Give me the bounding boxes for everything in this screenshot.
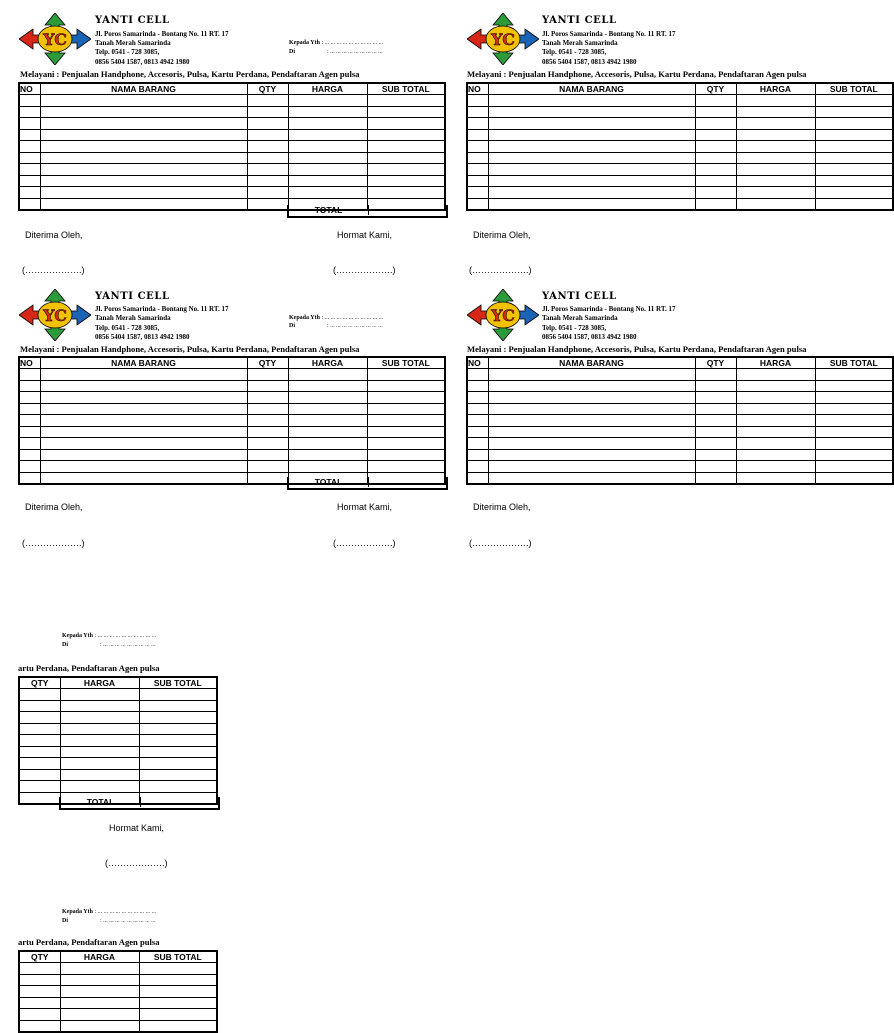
di-label: Di <box>289 323 295 329</box>
table-row <box>19 449 445 461</box>
items-table <box>466 82 894 211</box>
signature-receiver: (……………….) <box>469 265 532 275</box>
di-value: : ... ... ... ... ... ... ... ... ... <box>327 49 383 55</box>
table-row <box>467 392 893 404</box>
table-row <box>467 141 893 153</box>
table-row <box>467 95 893 107</box>
regards-label: Hormat Kami, <box>337 502 393 512</box>
table-row <box>19 438 445 450</box>
col-sub-total: SUB TOTAL <box>139 677 217 689</box>
table-row <box>467 198 893 210</box>
col-harga: HARGA <box>288 357 367 369</box>
shop-phone-1: Telp. 0541 - 728 3085, <box>542 48 607 56</box>
table-row <box>19 403 445 415</box>
table-row <box>19 461 445 473</box>
table-row <box>19 187 445 199</box>
services-line: Melayani : Penjualan Handphone, Accesoris, Pulsa, Kartu Perdana, Pendaftaran Agen pulsa <box>20 69 360 79</box>
col-qty: QTY <box>19 677 60 689</box>
shop-phone-1: Telp. 0541 - 728 3085, <box>95 48 160 56</box>
services-line: Melayani : Penjualan Handphone, Accesoris, Pulsa, Kartu Perdana, Pendaftaran Agen pulsa <box>467 344 807 354</box>
kepada-value: : ... ... ... ... ... ... ... ... ... ... <box>321 40 384 46</box>
table-row <box>19 95 445 107</box>
signature-receiver: (……………….) <box>22 538 85 548</box>
di-line <box>62 917 156 926</box>
table-row <box>467 129 893 141</box>
shop-logo <box>467 289 539 341</box>
signature-seller: (……………….) <box>333 265 396 275</box>
regards-label: Hormat Kami, <box>337 230 393 240</box>
di-label: Di <box>62 642 68 648</box>
shop-phone-1: Telp. 0541 - 728 3085, <box>95 324 160 332</box>
table-row <box>467 426 893 438</box>
kepada-label: Kepada Yth <box>62 633 93 639</box>
shop-phone-2: 0856 5404 1587, 0813 4942 1980 <box>95 333 190 341</box>
col-harga: HARGA <box>60 951 139 963</box>
table-row <box>467 438 893 450</box>
col-sub-total: SUB TOTAL <box>815 357 893 369</box>
kepada-label: Kepada Yth <box>62 909 93 915</box>
table-row <box>19 723 217 735</box>
table-row <box>467 403 893 415</box>
total-label: TOTAL <box>289 205 369 215</box>
table-row <box>19 963 217 975</box>
table-row <box>19 974 217 986</box>
shop-address-2: Tanah Merah Samarinda <box>95 314 171 322</box>
col-sub-total: SUB TOTAL <box>139 951 217 963</box>
table-row <box>467 461 893 473</box>
col-qty: QTY <box>695 357 736 369</box>
table-row <box>467 369 893 381</box>
received-by-label: Diterima Oleh, <box>25 230 83 240</box>
total-row <box>287 205 448 218</box>
received-by-label: Diterima Oleh, <box>473 502 531 512</box>
total-row <box>287 477 448 490</box>
col-nama-barang: NAMA BARANG <box>488 83 695 95</box>
table-row <box>19 415 445 427</box>
di-value: : ... ... ... ... ... ... ... ... ... <box>100 642 156 648</box>
di-line <box>289 48 383 57</box>
col-qty: QTY <box>19 951 60 963</box>
shop-address-1: Jl. Poros Samarinda - Bontang No. 11 RT. 17 <box>95 30 229 38</box>
table-row <box>19 700 217 712</box>
shop-name: YANTI CELL <box>542 15 617 26</box>
signature-seller: (……………….) <box>105 858 168 868</box>
table-row <box>19 997 217 1009</box>
col-qty: QTY <box>695 83 736 95</box>
kepada-label: Kepada Yth <box>289 315 320 321</box>
shop-logo <box>19 13 91 65</box>
received-by-label: Diterima Oleh, <box>25 502 83 512</box>
shop-logo <box>467 13 539 65</box>
receipt-middle-right <box>462 285 878 560</box>
signature-seller: (……………….) <box>333 538 396 548</box>
shop-address-1: Jl. Poros Samarinda - Bontang No. 11 RT. 17 <box>95 305 229 313</box>
col-nama-barang: NAMA BARANG <box>40 83 247 95</box>
shop-phone-2: 0856 5404 1587, 0813 4942 1980 <box>542 333 637 341</box>
table-row <box>467 187 893 199</box>
shop-name: YANTI CELL <box>95 291 170 302</box>
total-label: TOTAL <box>289 477 369 487</box>
shop-phone-2: 0856 5404 1587, 0813 4942 1980 <box>95 58 190 66</box>
receipt-top-right <box>462 0 878 285</box>
kepada-value: : ... ... ... ... ... ... ... ... ... ... <box>94 633 157 639</box>
items-table <box>18 950 218 1033</box>
col-harga: HARGA <box>288 83 367 95</box>
col-nama-barang: NAMA BARANG <box>40 357 247 369</box>
col-qty: QTY <box>247 83 288 95</box>
col-harga: HARGA <box>60 677 139 689</box>
col-qty: QTY <box>247 357 288 369</box>
table-row <box>19 712 217 724</box>
signature-receiver: (……………….) <box>469 538 532 548</box>
table-row <box>467 175 893 187</box>
col-sub-total: SUB TOTAL <box>367 83 445 95</box>
table-row <box>467 106 893 118</box>
table-row <box>19 175 445 187</box>
col-no: NO <box>19 83 40 95</box>
di-value: : ... ... ... ... ... ... ... ... ... <box>327 323 383 329</box>
table-row <box>467 152 893 164</box>
table-row <box>467 449 893 461</box>
receipt-lower-fragment <box>0 620 240 880</box>
table-row <box>19 758 217 770</box>
table-row <box>19 781 217 793</box>
col-nama-barang: NAMA BARANG <box>488 357 695 369</box>
table-row <box>467 164 893 176</box>
table-row <box>467 415 893 427</box>
receipt-bottom-fragment <box>0 900 240 1024</box>
shop-address-2: Tanah Merah Samarinda <box>542 39 618 47</box>
table-row <box>19 380 445 392</box>
kepada-line <box>62 632 156 641</box>
table-row <box>19 106 445 118</box>
table-row <box>19 129 445 141</box>
di-label: Di <box>62 918 68 924</box>
services-line: artu Perdana, Pendaftaran Agen pulsa <box>18 937 160 947</box>
shop-name: YANTI CELL <box>95 15 170 26</box>
table-row <box>19 118 445 130</box>
shop-address-1: Jl. Poros Samarinda - Bontang No. 11 RT. 17 <box>542 305 676 313</box>
table-row <box>19 392 445 404</box>
total-label: TOTAL <box>61 797 141 807</box>
table-row <box>19 164 445 176</box>
shop-address-1: Jl. Poros Samarinda - Bontang No. 11 RT. 17 <box>542 30 676 38</box>
table-row <box>19 141 445 153</box>
table-row <box>19 986 217 998</box>
receipt-top-left <box>0 0 460 285</box>
table-row <box>19 1020 217 1032</box>
col-no: NO <box>467 357 488 369</box>
items-table <box>18 676 218 805</box>
table-row <box>19 426 445 438</box>
col-harga: HARGA <box>736 83 815 95</box>
items-table <box>466 356 894 485</box>
table-row <box>19 689 217 701</box>
col-no: NO <box>467 83 488 95</box>
services-line: Melayani : Penjualan Handphone, Accesoris, Pulsa, Kartu Perdana, Pendaftaran Agen pulsa <box>20 344 360 354</box>
shop-phone-1: Telp. 0541 - 728 3085, <box>542 324 607 332</box>
items-table <box>18 82 446 211</box>
shop-logo <box>19 289 91 341</box>
kepada-line <box>289 39 383 48</box>
col-sub-total: SUB TOTAL <box>815 83 893 95</box>
items-table <box>18 356 446 485</box>
table-row <box>19 152 445 164</box>
kepada-line <box>62 908 156 917</box>
table-row <box>19 746 217 758</box>
table-row <box>19 1009 217 1021</box>
kepada-label: Kepada Yth <box>289 40 320 46</box>
services-line: artu Perdana, Pendaftaran Agen pulsa <box>18 663 160 673</box>
kepada-value: : ... ... ... ... ... ... ... ... ... ... <box>94 909 157 915</box>
shop-address-2: Tanah Merah Samarinda <box>95 39 171 47</box>
di-label: Di <box>289 49 295 55</box>
table-row <box>467 118 893 130</box>
table-row <box>467 472 893 484</box>
col-no: NO <box>19 357 40 369</box>
received-by-label: Diterima Oleh, <box>473 230 531 240</box>
signature-receiver: (……………….) <box>22 265 85 275</box>
col-sub-total: SUB TOTAL <box>367 357 445 369</box>
regards-label: Hormat Kami, <box>109 823 165 833</box>
di-line <box>289 322 383 331</box>
table-row <box>19 769 217 781</box>
total-row <box>59 797 220 810</box>
shop-address-2: Tanah Merah Samarinda <box>542 314 618 322</box>
shop-phone-2: 0856 5404 1587, 0813 4942 1980 <box>542 58 637 66</box>
di-value: : ... ... ... ... ... ... ... ... ... <box>100 918 156 924</box>
table-row <box>467 380 893 392</box>
di-line <box>62 641 156 650</box>
receipt-middle-left <box>0 285 460 560</box>
table-row <box>19 735 217 747</box>
services-line: Melayani : Penjualan Handphone, Accesoris, Pulsa, Kartu Perdana, Pendaftaran Agen pulsa <box>467 69 807 79</box>
table-row <box>19 369 445 381</box>
kepada-value: : ... ... ... ... ... ... ... ... ... ... <box>321 315 384 321</box>
col-harga: HARGA <box>736 357 815 369</box>
shop-name: YANTI CELL <box>542 291 617 302</box>
